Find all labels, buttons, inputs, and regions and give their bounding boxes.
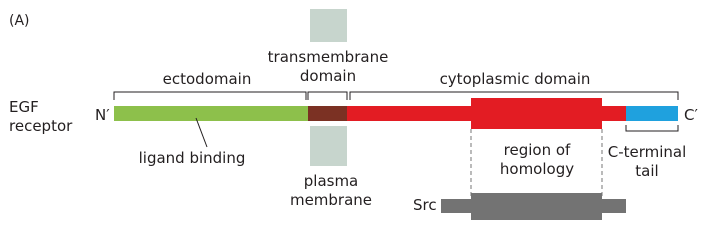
c-terminal-tail-label-line2: tail: [635, 162, 659, 180]
src-label: Src: [413, 196, 437, 214]
egf-receptor-label-line2: receptor: [9, 117, 73, 135]
plasma-membrane-upper: [310, 9, 347, 42]
c-terminal-tail-bracket: [626, 125, 678, 131]
c-terminal-tail-label-line1: C-terminal: [607, 143, 687, 161]
ectodomain-label: ectodomain: [162, 70, 252, 88]
c-terminal-tail-segment: [626, 106, 678, 121]
ligand-binding-label: ligand binding: [138, 149, 246, 167]
c-terminus-label: C′: [684, 106, 698, 124]
ectodomain-segment: [114, 106, 308, 121]
transmembrane-segment: [308, 106, 347, 121]
panel-label: (A): [9, 13, 30, 29]
transmembrane-label-line2: domain: [299, 67, 357, 85]
region-of-homology-label-line1: region of: [503, 141, 571, 159]
plasma-membrane-lower: [310, 126, 347, 166]
ligand-binding-pointer: [196, 118, 207, 147]
plasma-membrane-label-line2: membrane: [289, 191, 373, 209]
region-of-homology-label-line2: homology: [499, 160, 575, 178]
cytoplasmic-label: cytoplasmic domain: [439, 70, 591, 88]
ectodomain-bracket: [114, 92, 306, 100]
transmembrane-label-line1: transmembrane: [267, 48, 389, 66]
egf-receptor-label-line1: EGF: [9, 98, 39, 116]
transmembrane-bracket: [308, 92, 347, 100]
plasma-membrane-label-line1: plasma: [303, 172, 359, 190]
region-of-homology-block: [471, 98, 602, 129]
n-terminus-label: N′: [95, 106, 110, 124]
src-homology-block: [471, 193, 602, 220]
